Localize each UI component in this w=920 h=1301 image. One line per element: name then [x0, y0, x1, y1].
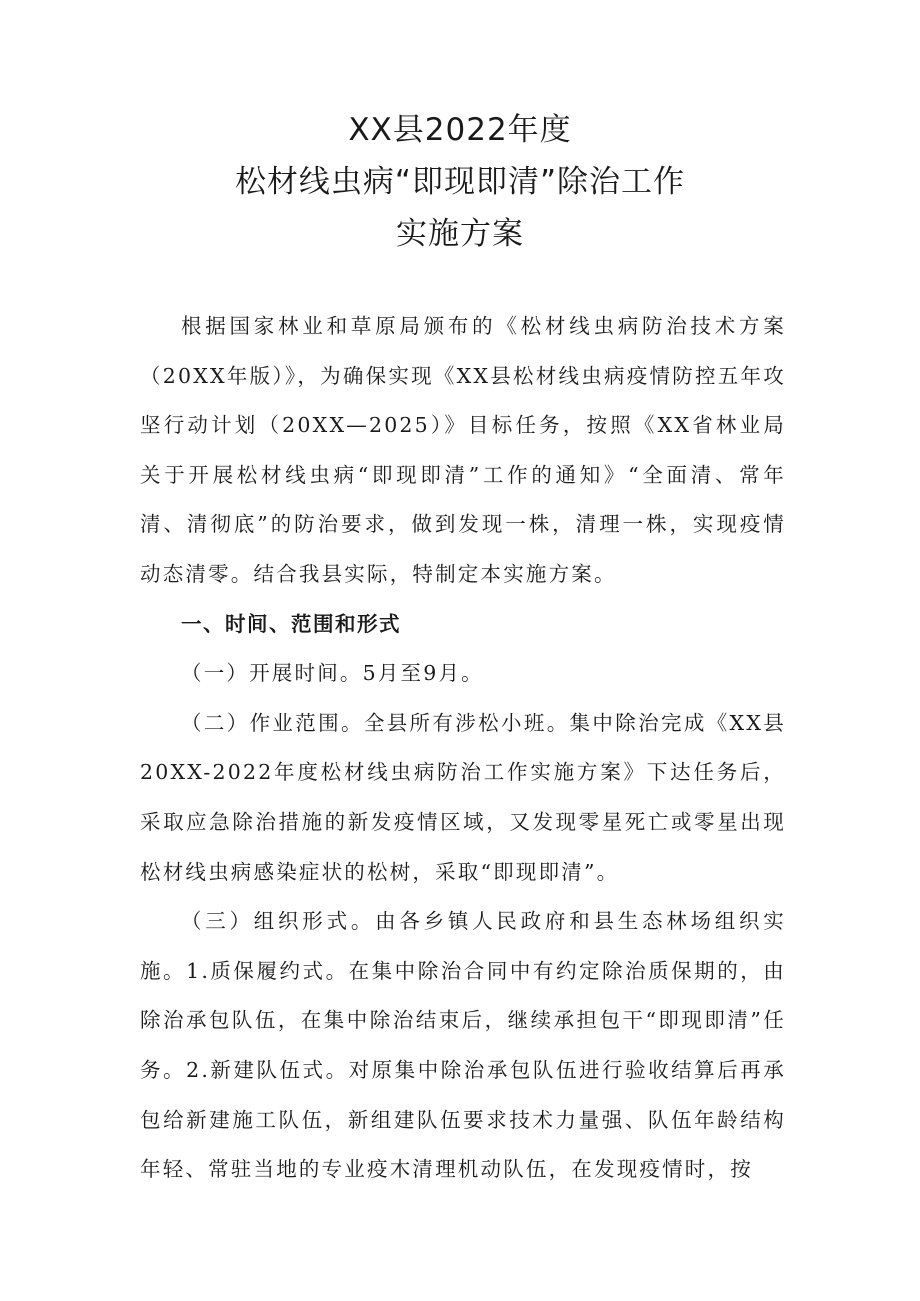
title-line-3: 实施方案 [396, 216, 524, 252]
document-title [0, 104, 920, 260]
intro-paragraph: 根据国家林业和草原局颁布的《松材线虫病防治技术方案（20XX年版）》，为确保实现《XX县松材线虫病疫情防控五年攻坚行动计划（20XX—2025）》目标任务，按照《XX省林业局关于开展松材线虫病“即现即清”工作的通知》“全面清、常年清、清彻底”的防治要求，做到发现一株，清理一株，实现疫情动态清零。结合我县实际，特制定本实施方案。 [140, 314, 786, 586]
title-line-1: XX县2022年度 [348, 112, 572, 148]
title-line-2: 松材线虫病“即现即清”除治工作 [234, 164, 686, 200]
document-body [140, 302, 786, 1195]
section-heading-1: 一、时间、范围和形式 [181, 611, 401, 636]
item-start-time: （一）开展时间。5月至9月。 [181, 661, 484, 686]
item-work-scope: （二）作业范围。全县所有涉松小班。集中除治完成《XX县20XX-2022年度松材线虫病防治工作实施方案》下达任务后，采取应急除治措施的新发疫情区域，又发现零星死亡或零星出现松材线虫病感染症状的松树，采取“即现即清”。 [140, 710, 786, 884]
item-organization-form: （三）组织形式。由各乡镇人民政府和县生态林场组织实施。1.质保履约式。在集中除治合同中有约定除治质保期的，由除治承包队伍，在集中除治结束后，继续承担包干“即现即清”任务。2.新建队伍式。对原集中除治承包队伍进行验收结算后再承包给新建施工队伍，新组建队伍要求技术力量强、队伍年龄结构年轻、常驻当地的专业疫木清理机动队伍，在发现疫情时，按 [140, 909, 786, 1182]
